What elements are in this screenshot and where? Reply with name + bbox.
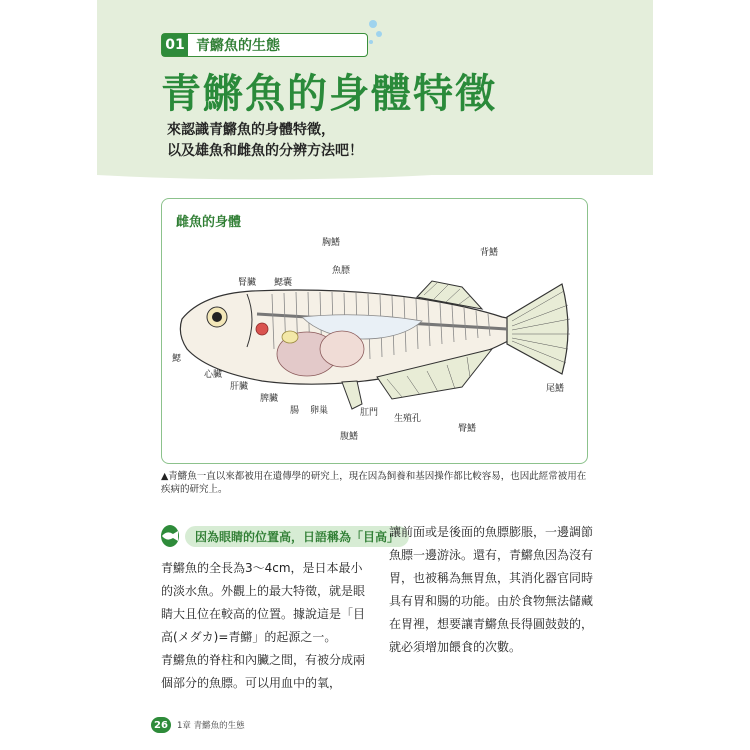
bubble-decoration bbox=[365, 18, 385, 48]
label-kidney: 腎臟 bbox=[238, 278, 257, 288]
label-spleen: 脾臟 bbox=[260, 394, 279, 404]
label-genital-pore: 生殖孔 bbox=[394, 414, 422, 424]
subheading-text: 因為眼睛的位置高，日語稱為「目高」 bbox=[185, 526, 409, 547]
label-anal-fin: 臀鰭 bbox=[458, 424, 477, 434]
subheading bbox=[161, 524, 400, 548]
left-paragraph-1: 青鱂魚的全長為3～4cm，是日本最小的淡水魚。外觀上的最大特徵，就是眼睛大且位在較高的位置。據說這是「目高(メダカ)=青鱂」的起源之一。 bbox=[161, 561, 366, 644]
label-tail-fin: 尾鰭 bbox=[546, 384, 565, 394]
section-tag bbox=[161, 33, 368, 57]
label-swim-bladder: 魚膘 bbox=[332, 266, 351, 276]
label-ovary: 卵巢 bbox=[310, 406, 329, 416]
fish-diagram-box bbox=[161, 198, 588, 464]
page bbox=[97, 0, 653, 750]
label-ribs: 胸鰭 bbox=[322, 238, 341, 248]
intro-line-1: 來認識青鱂魚的身體特徵， bbox=[167, 122, 335, 138]
label-dorsal-fin: 背鰭 bbox=[480, 248, 499, 258]
label-heart: 心臟 bbox=[204, 370, 223, 380]
label-anus: 肛門 bbox=[360, 408, 379, 418]
page-title: 青鱂魚的身體特徵 bbox=[161, 71, 497, 117]
diagram-caption: ▲青鱂魚一直以來都被用在遺傳學的研究上，現在因為飼養和基因操作都比較容易，也因此經常被用在疾病的研究上。 bbox=[161, 471, 587, 495]
label-liver: 肝臟 bbox=[230, 382, 249, 392]
right-paragraph-1: 讓前面或是後面的魚膘膨脹，一邊調節魚膘一邊游泳。還有，青鱂魚因為沒有胃，也被稱為無胃魚，其消化器官同時具有胃和腸的功能。由於食物無法儲藏在胃裡，想要讓青鱂魚長得圓鼓鼓的，就必須增加餵食的次數。 bbox=[389, 525, 594, 654]
label-intestine: 腸 bbox=[290, 406, 300, 416]
fish-icon bbox=[161, 525, 179, 547]
fish-anatomy-illustration bbox=[162, 199, 589, 465]
section-number: 01 bbox=[162, 34, 188, 56]
intro-text bbox=[167, 120, 363, 162]
footer bbox=[151, 717, 245, 733]
right-column bbox=[389, 521, 594, 659]
diagram-title: 雌魚的身體 bbox=[176, 215, 242, 230]
label-pelvic-fin: 腹鰭 bbox=[340, 432, 359, 442]
footer-chapter: 1章 青鱂魚的生態 bbox=[177, 721, 245, 731]
page-number: 26 bbox=[151, 717, 171, 733]
left-paragraph-2: 青鱂魚的脊柱和內臟之間，有被分成兩個部分的魚膘。可以用血中的氧， bbox=[161, 653, 366, 690]
intro-line-2: 以及雄魚和雌魚的分辨方法吧！ bbox=[167, 143, 363, 159]
label-esophagus: 鰓囊 bbox=[274, 278, 293, 288]
label-gills: 鰓 bbox=[172, 354, 182, 364]
left-column bbox=[161, 557, 367, 695]
section-label: 青鱂魚的生態 bbox=[196, 38, 280, 54]
